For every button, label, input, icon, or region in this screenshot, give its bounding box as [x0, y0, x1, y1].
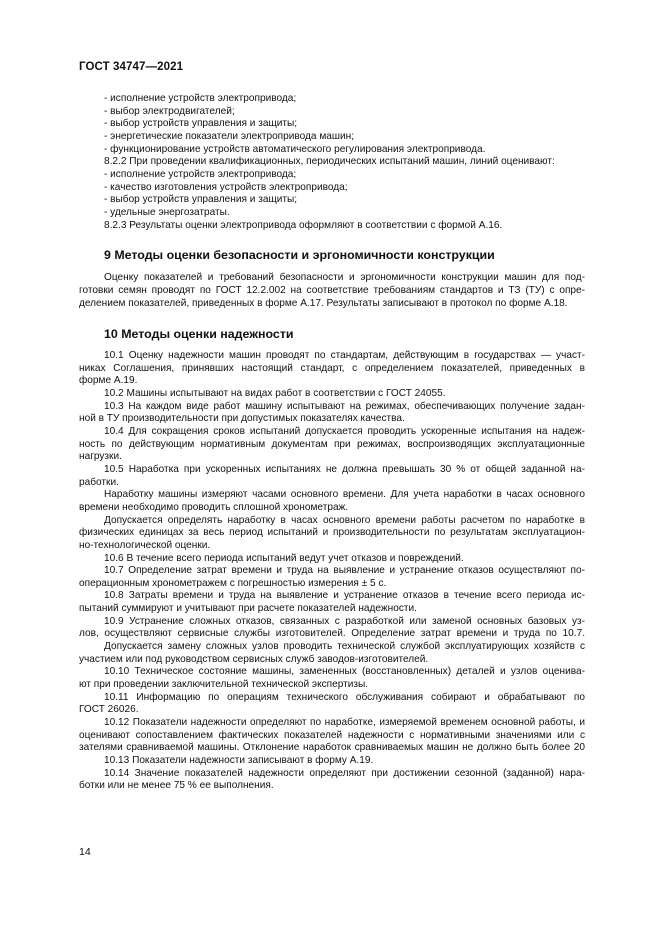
text-line: 10.13 Показатели надежности записывают в форму А.19.: [104, 754, 374, 766]
section-9-heading: 9 Методы оценки безопасности и эргономичности конструкции: [104, 248, 495, 263]
list-item: - исполнение устройств электропривода;: [104, 168, 297, 180]
text-line: пытаний суммируют и учитывают при расчете показателей надежности.: [79, 603, 417, 615]
text-line: делением показателей, приведенных в форме А.17. Результаты записывают в протокол по форме А.18.: [79, 297, 568, 309]
document-header: ГОСТ 34747—2021: [79, 61, 184, 73]
text-line: 10.8 Затраты времени и труда на выявление и устранение отказов в течение всего периода ис-: [104, 590, 585, 602]
text-line: никах Соглашения, принявших настоящий стандарт, с определением показателей, приведенных в: [79, 362, 585, 374]
text-line: 10.9 Устранение сложных отказов, связанных с разработкой или заменой основных базовых уз-: [104, 615, 585, 627]
text-line: времени необходимо проводить сплошной хронометраж.: [79, 501, 349, 513]
text-line: ной в ТУ производительности при допустимых показателях качества.: [79, 413, 405, 425]
text-line: участием или под руководством сервисных служб заводов-изготовителей.: [79, 653, 429, 665]
text-line: операционным хронометражем с погрешностью измерения ± 5 с.: [79, 577, 387, 589]
text-line: 10.4 Для сокращения сроков испытаний допускается проводить ускоренные испытания на надеж-: [104, 426, 585, 438]
section-9-paragraph: [79, 272, 585, 310]
text-line: физических единицах за весь период испытаний и производительности по результатам эксплуатацион-: [79, 527, 585, 539]
paragraph-8-2-2: 8.2.2 При проведении квалификационных, периодических испытаний машин, линий оценивают:: [104, 156, 555, 168]
section-10-heading: 10 Методы оценки надежности: [104, 327, 294, 342]
text-line: ботки или не менее 75 % ее выполнения.: [79, 780, 274, 792]
text-line: ность по действующим нормативным документам при режимах, воспроизводящих эксплуатационные: [79, 438, 585, 450]
text-line: 10.2 Машины испытывают на видах работ в соответствии с ГОСТ 24055.: [104, 388, 446, 400]
text-line: Допускается определять наработку в часах основного времени работы расчетом по наработке в: [104, 514, 585, 526]
list-item: - качество изготовления устройств электропривода;: [104, 181, 348, 193]
text-line: Допускается замену сложных узлов проводить технической службой эксплуатирующих хозяйств с: [104, 641, 585, 653]
list-item: - энергетические показатели электропривода машин;: [104, 130, 355, 142]
electric-drive-list: [104, 93, 585, 232]
text-line: форме А.19.: [79, 375, 138, 387]
text-line: оценивают сопоставлением фактических показателей надежности с нормативными значениями или с: [79, 729, 585, 741]
list-item: - выбор устройств управления и защиты;: [104, 118, 298, 130]
paragraph-8-2-3: 8.2.3 Результаты оценки электропривода оформляют в соответствии с формой А.16.: [104, 219, 503, 231]
text-line: Наработку машины измеряют часами основного времени. Для учета наработки в часах основного: [104, 489, 585, 501]
page-number: 14: [79, 846, 91, 858]
text-line: Оценку показателей и требований безопасности и эргономичности конструкции машин для под-: [104, 272, 585, 284]
list-item: - функционирование устройств автоматического регулирования электропривода.: [104, 143, 486, 155]
text-line: ют при проведении заключительной технической экспертизы.: [79, 678, 369, 690]
text-line: 10.1 Оценку надежности машин проводят по стандартам, действующим в государствах — участ-: [104, 350, 585, 362]
list-item: - исполнение устройств электропривода;: [104, 93, 297, 104]
text-line: работки.: [79, 476, 119, 488]
text-line: 10.10 Техническое состояние машины, замененных (восстановленных) деталей и узлов оценива-: [104, 666, 585, 678]
text-line: 10.12 Показатели надежности определяют по наработке, измеряемой временем основной работы, и: [104, 716, 585, 728]
text-line: нагрузки.: [79, 451, 122, 463]
text-line: 10.3 На каждом виде работ машину испытывают на режимах, обеспечивающих получение задан-: [104, 400, 585, 412]
text-line: ГОСТ 26026.: [79, 704, 139, 716]
section-10-paragraphs: [79, 350, 585, 793]
text-line: 10.14 Значение показателей надежности определяют при достижении сезонной (заданной) нара-: [104, 767, 585, 779]
text-line: 10.6 В течение всего периода испытаний ведут учет отказов и повреждений.: [104, 552, 464, 564]
list-item: - удельные энергозатраты.: [104, 206, 230, 218]
text-line: лов, осуществляют сервисные службы изготовителей. Определение затрат времени и труда по 10.7.: [79, 628, 585, 640]
text-line: 10.5 Наработка при ускоренных испытаниях не должна превышать 30 % от общей заданной на-: [104, 463, 585, 475]
text-line: 10.7 Определение затрат времени и труда на выявление и устранение отказов осуществляют по-: [104, 565, 585, 577]
text-line: 10.11 Информацию по операциям технического обслуживания собирают и обрабатывают по: [104, 691, 585, 703]
text-line: зателями сравниваемой машины. Отклонение наработок сравниваемых машин не должно быть более 20: [79, 742, 585, 754]
list-item: - выбор устройств управления и защиты;: [104, 194, 298, 206]
text-line: готовки семян проводят по ГОСТ 12.2.002 на соответствие требованиям стандартов и ТЗ (ТУ) с опре-: [79, 284, 585, 296]
text-line: но-технологической оценки.: [79, 539, 211, 551]
list-item: - выбор электродвигателей;: [104, 105, 235, 117]
page-body: [79, 93, 585, 793]
